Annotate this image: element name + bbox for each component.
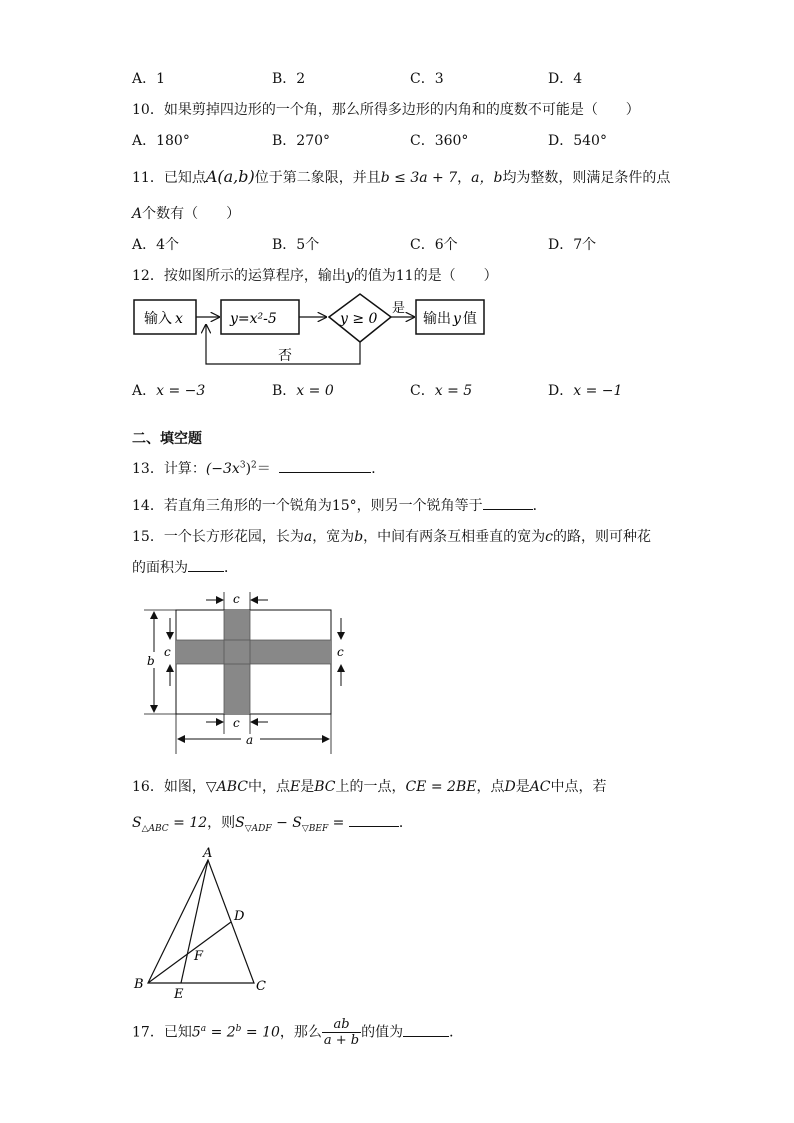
right-c-label: c (337, 645, 344, 659)
q10-option-a: A．180° (132, 133, 190, 149)
q10-option-b: B．270° (272, 133, 331, 149)
flow-output-label: 输出 y 值 (423, 311, 477, 327)
q11-option-b: B．5个 (272, 237, 320, 253)
point-e-label: E (174, 987, 184, 1002)
left-b-label: b (147, 654, 155, 668)
segment-bd (148, 922, 231, 983)
bottom-a-label: a (246, 733, 254, 747)
q15-line1: 15．一个长方形花园，长为a，宽为b，中间有两条互相垂直的宽为c的路，则可种花 (132, 529, 651, 545)
garden-figure (136, 588, 356, 758)
flow-formula-label: y=x²-5 (230, 311, 277, 327)
q10-text: 10．如果剪掉四边形的一个角，那么所得多边形的内角和的度数不可能是（ ） (132, 102, 640, 118)
q17-text: 17．已知$5^a = 2^b = 10$，那么 $\frac{ab}{a + b}$ 的值为 ． (132, 1017, 464, 1049)
q12-text: 12．按如图所示的运算程序，输出y的值为11的是（ ） (132, 268, 498, 284)
vertex-c-label: C (256, 979, 266, 994)
q11-option-a: A．4个 (132, 237, 180, 253)
q14-text: 14．若直角三角形的一个锐角为15°，则另一个锐角等于 ． (132, 495, 547, 515)
flow-input-label: 输入 x (144, 311, 183, 327)
q16-line2: $S_{\triangle ABC} = 12$，则$S_{▽ADF} - S_{▽BEF}$ = ． (132, 812, 413, 834)
vertex-a-label: A (203, 846, 213, 861)
triangle-figure (126, 842, 286, 1002)
q11-option-c: C．6个 (410, 237, 458, 253)
q12-option-a: A．x = −3 (132, 383, 206, 399)
q13-answer-blank[interactable] (279, 458, 371, 473)
q13-text: 13．计算：$(-3x^3)^2=$ ． (132, 458, 385, 478)
flow-yes-label: 是 (392, 301, 406, 316)
flowchart-diagram (126, 290, 496, 370)
q11-line1: 11．已知点A(a,b)位于第二象限，并且b ≤ 3a + 7，a，b均为整数，则满足条件的点 (132, 167, 671, 186)
left-c-label: c (164, 645, 171, 659)
q15-answer-blank[interactable] (188, 557, 224, 572)
point-f-label: F (194, 949, 204, 964)
q17-answer-blank[interactable] (403, 1022, 449, 1037)
bottom-c-label: c (233, 716, 240, 730)
q9-option-b: B．2 (272, 71, 306, 87)
point-d-label: D (234, 909, 245, 924)
top-c-label: c (233, 592, 240, 606)
q9-option-a: A．1 (132, 71, 166, 87)
q12-option-d: D．x = −1 (548, 383, 623, 399)
q11-line2: A个数有（ ） (132, 206, 241, 222)
q17-fraction: $\frac{ab}{a + b}$ (323, 1017, 360, 1049)
horizontal-road (176, 640, 331, 664)
q14-answer-blank[interactable] (483, 495, 533, 510)
vertex-b-label: B (134, 977, 144, 992)
segment-ae (181, 860, 208, 983)
q11-option-d: D．7个 (548, 237, 597, 253)
flow-no-label: 否 (278, 348, 292, 364)
section-heading-fill-in: 二、填空题 (132, 431, 202, 447)
q16-line1: 16．如图，▽ABC中，点E是BC上的一点，CE = 2BE，点D是AC中点，若 (132, 779, 607, 795)
q10-option-d: D．540° (548, 133, 607, 149)
q15-line2: 的面积为 ． (132, 557, 238, 577)
q12-option-c: C．x = 5 (410, 383, 473, 399)
q10-option-c: C．360° (410, 133, 469, 149)
q9-option-d: D．4 (548, 71, 583, 87)
q9-option-c: C．3 (410, 71, 444, 87)
flow-condition-label: y ≥ 0 (340, 311, 378, 327)
q16-answer-blank[interactable] (349, 812, 399, 827)
q12-option-b: B．x = 0 (272, 383, 334, 399)
